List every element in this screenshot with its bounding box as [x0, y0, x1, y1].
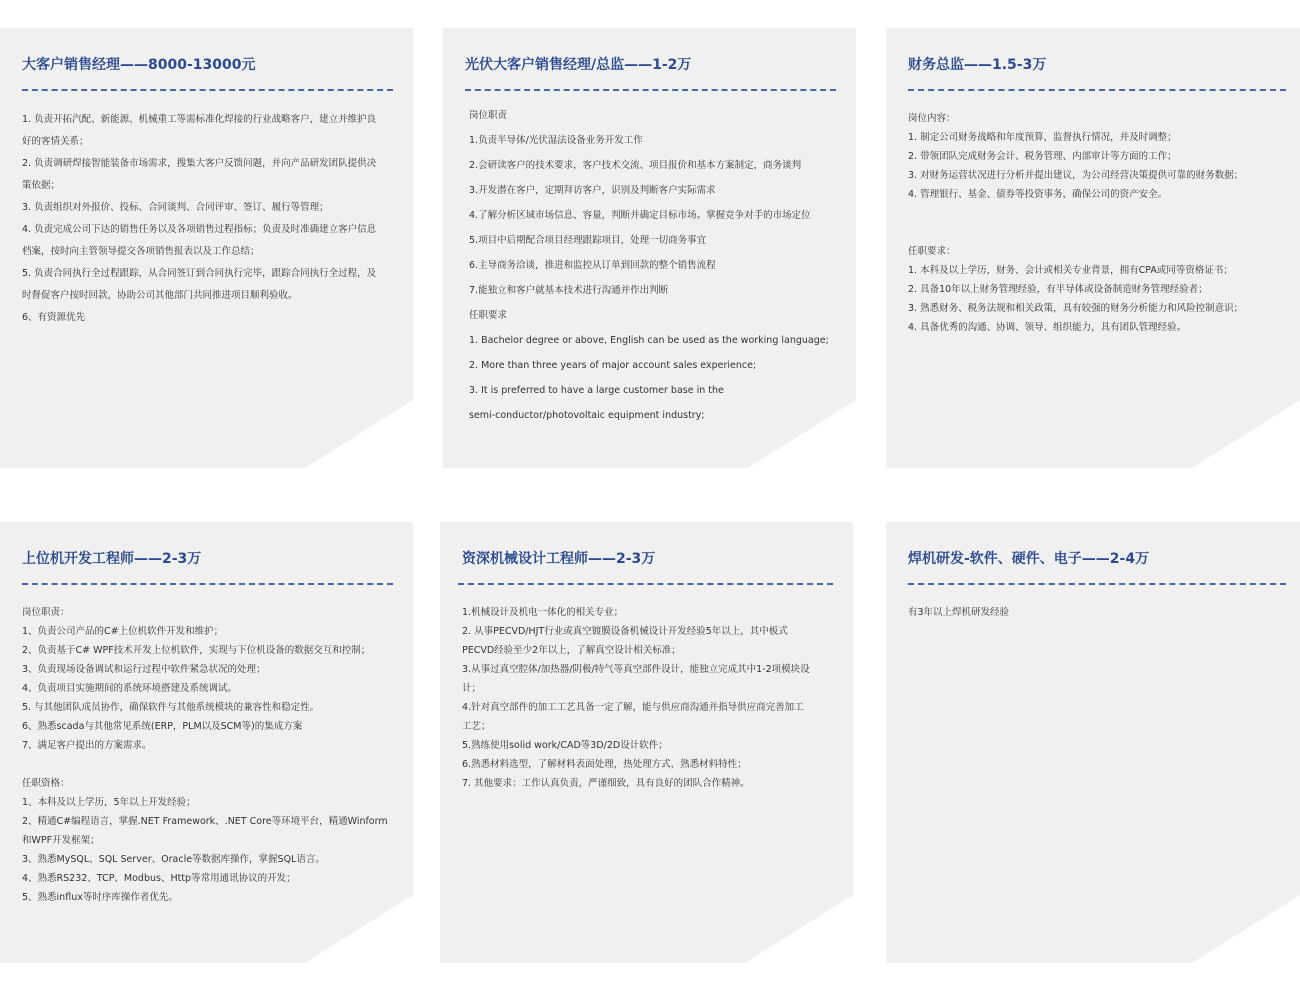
description-line: 6、熟悉scada与其他常见系统(ERP，PLM以及SCM等)的集成方案 — [22, 721, 303, 732]
description-line: 2. 从事PECVD/HJT行业或真空镀膜设备机械设计开发经验5年以上，其中板式 — [462, 626, 788, 637]
description-line: 岗位职责： — [22, 607, 70, 618]
description-line: 3. It is preferred to have a large customer base in the — [469, 385, 724, 396]
description-line: 1.机械设计及机电一体化的相关专业； — [462, 607, 624, 618]
job-card-welder-rd — [886, 522, 1300, 963]
description-line: 7.能独立和客户就基本技术进行沟通并作出判断 — [469, 285, 669, 296]
dashed-divider — [22, 583, 393, 585]
description-line: 1、本科及以上学历，5年以上开发经验； — [22, 797, 196, 808]
description-line: 2. 带领团队完成财务会计、税务管理、内部审计等方面的工作； — [908, 151, 1177, 162]
job-card-senior-mechanical-engineer — [440, 522, 853, 963]
description-line: 5、熟悉influx等时序库操作者优先。 — [22, 892, 178, 903]
description-line: semi-conductor/photovoltaic equipment industry; — [469, 410, 705, 421]
card-corner-cut — [745, 895, 853, 963]
description-line: 5.项目中后期配合项目经理跟踪项目，处理一切商务事宜 — [469, 235, 707, 246]
job-description — [462, 603, 839, 793]
description-line: 5.熟练使用solid work/CAD等3D/2D设计软件； — [462, 740, 668, 751]
description-line: 档案，按时向主管领导提交各项销售报表以及工作总结； — [22, 246, 260, 257]
description-line: 3.从事过真空腔体/加热器/阴极/特气等真空部件设计，能独立完成其中1-2项模块设 — [462, 664, 810, 675]
dashed-divider — [908, 89, 1286, 91]
job-card-host-software-engineer — [0, 522, 413, 963]
description-line: 4. 管理银行、基金、债券等投资事务，确保公司的资产安全。 — [908, 189, 1168, 200]
job-card-finance-director — [886, 28, 1300, 468]
description-line: 3、负责现场设备调试和运行过程中软件紧急状况的处理； — [22, 664, 266, 675]
description-line: 4. 负责完成公司下达的销售任务以及各项销售过程指标；负责及时准确建立客户信息 — [22, 224, 377, 235]
description-line: 时督促客户按时回款，协助公司其他部门共同推进项目顺利验收。 — [22, 290, 298, 301]
description-line: 4、熟悉RS232、TCP、Modbus、Http等常用通讯协议的开发； — [22, 873, 296, 884]
job-description — [465, 103, 836, 428]
job-title: 上位机开发工程师——2-3万 — [22, 551, 202, 567]
description-line: 5. 与其他团队成员协作，确保软件与其他系统模块的兼容性和稳定性。 — [22, 702, 320, 713]
description-line: PECVD经验至少2年以上，了解真空设计相关标准； — [462, 645, 681, 656]
description-line: 好的客情关系； — [22, 136, 89, 147]
description-line — [22, 755, 401, 774]
description-line: 5. 负责合同执行全过程跟踪，从合同签订到合同执行完毕，跟踪合同执行全过程，及 — [22, 268, 377, 279]
description-line: 策依据； — [22, 180, 61, 191]
description-line: 1. 制定公司财务战略和年度预算，监督执行情况，并及时调整； — [908, 132, 1177, 143]
description-line: 3、熟悉MySQL、SQL Server、Oracle等数据库操作，掌握SQL语言。 — [22, 854, 325, 865]
job-description — [22, 109, 393, 329]
description-line: 岗位内容： — [908, 113, 956, 124]
job-title: 财务总监——1.5-3万 — [908, 57, 1047, 73]
description-line: 4、负责项目实施期间的系统环境搭建及系统调试。 — [22, 683, 238, 694]
description-line: 任职要求 — [469, 310, 508, 321]
dashed-divider — [465, 89, 836, 91]
description-line: 有3年以上焊机研发经验 — [908, 607, 1010, 618]
card-corner-cut — [748, 400, 856, 468]
description-line: 2. 负责调研焊接智能装备市场需求，搜集大客户反馈问题，并向产品研发团队提供决 — [22, 158, 377, 169]
description-line: 3. 对财务运营状况进行分析并提出建议，为公司经营决策提供可靠的财务数据； — [908, 170, 1244, 181]
description-line: 岗位职责 — [469, 110, 508, 121]
card-corner-cut — [305, 895, 413, 963]
description-line: 3.开发潜在客户，定期拜访客户，识别及判断客户实际需求 — [469, 185, 716, 196]
description-line: 任职要求： — [908, 246, 956, 257]
job-title: 焊机研发-软件、硬件、电子——2-4万 — [908, 551, 1150, 567]
description-line: 2.会研读客户的技术要求，客户技术交流、项目报价和基本方案制定，商务谈判 — [469, 160, 802, 171]
description-line: 2. More than three years of major account sales experience; — [469, 360, 757, 371]
description-line: 计； — [462, 683, 482, 694]
dashed-divider — [458, 583, 833, 585]
description-line: 工艺； — [462, 721, 491, 732]
description-line: 1. 本科及以上学历，财务、会计或相关专业背景，拥有CPA或同等资格证书； — [908, 265, 1233, 276]
job-card-pv-sales-director — [443, 28, 856, 468]
description-line — [908, 223, 1286, 242]
description-line: 6.主导商务洽谈，推进和监控从订单到回款的整个销售流程 — [469, 260, 716, 271]
description-line: 任职资格： — [22, 778, 70, 789]
job-description — [22, 603, 401, 907]
description-line: 1.负责半导体/光伏湿法设备业务开发工作 — [469, 135, 643, 146]
job-description — [908, 603, 1286, 622]
job-title: 资深机械设计工程师——2-3万 — [462, 551, 656, 567]
description-line: 6.熟悉材料选型，了解材料表面处理，热处理方式，熟悉材料特性； — [462, 759, 747, 770]
description-line: 3. 负责组织对外报价、投标、合同谈判、合同评审、签订、履行等管理； — [22, 202, 329, 213]
description-line — [908, 204, 1286, 223]
card-corner-cut — [305, 400, 413, 468]
description-line: 6、有资源优先 — [22, 312, 86, 323]
description-line: 7. 其他要求：工作认真负责，严谨细致，具有良好的团队合作精神。 — [462, 778, 750, 789]
job-card-key-account-sales — [0, 28, 413, 468]
job-title: 光伏大客户销售经理/总监——1-2万 — [465, 57, 692, 73]
description-line: 4. 具备优秀的沟通、协调、领导、组织能力，具有团队管理经验。 — [908, 322, 1187, 333]
card-corner-cut — [1192, 895, 1300, 963]
dashed-divider — [908, 583, 1286, 585]
description-line: 和WPF开发框架； — [22, 835, 100, 846]
description-line: 1、负责公司产品的C#上位机软件开发和维护； — [22, 626, 224, 637]
description-line: 1. 负责开拓汽配、新能源、机械重工等需标准化焊接的行业战略客户，建立并维护良 — [22, 114, 377, 125]
job-title: 大客户销售经理——8000-13000元 — [22, 57, 256, 73]
card-corner-cut — [1192, 400, 1300, 468]
job-description — [908, 109, 1286, 337]
description-line: 2. 具备10年以上财务管理经验，有半导体或设备制造财务管理经验者； — [908, 284, 1208, 295]
description-line: 4.了解分析区域市场信息、容量，判断并确定目标市场。掌握竞争对手的市场定位 — [469, 210, 811, 221]
description-line: 7、满足客户提出的方案需求。 — [22, 740, 152, 751]
description-line: 1. Bachelor degree or above, English can be used as the working language; — [469, 335, 829, 346]
description-line: 2、负责基于C# WPF技术开发上位机软件，实现与下位机设备的数据交互和控制； — [22, 645, 371, 656]
dashed-divider — [22, 89, 393, 91]
description-line: 2、精通C#编程语言，掌握.NET Framework、.NET Core等环境平台，精通Winform — [22, 816, 388, 827]
description-line: 3. 熟悉财务、税务法规和相关政策，具有较强的财务分析能力和风险控制意识； — [908, 303, 1244, 314]
description-line: 4.针对真空部件的加工工艺具备一定了解，能与供应商沟通并指导供应商完善加工 — [462, 702, 804, 713]
